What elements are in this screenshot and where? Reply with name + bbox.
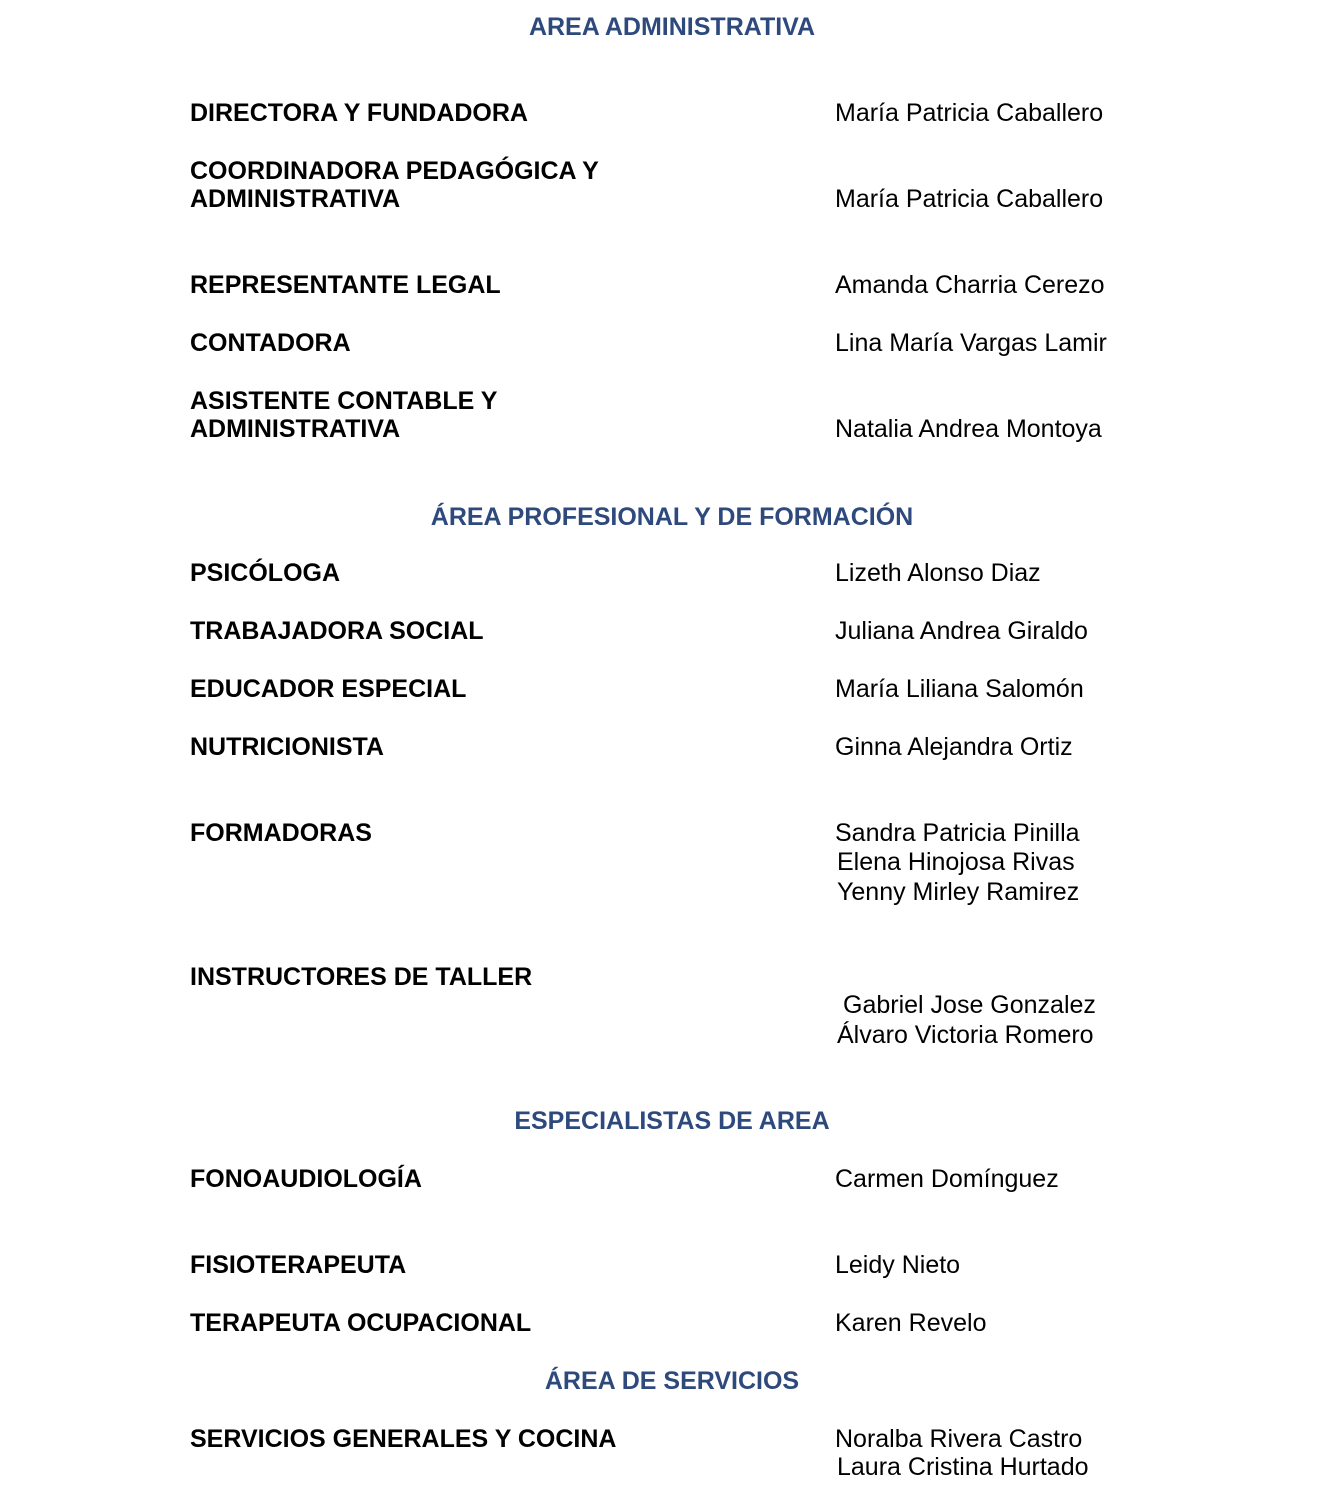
name-formadora-2: Elena Hinojosa Rivas bbox=[837, 848, 1075, 876]
role-psicologa: PSICÓLOGA bbox=[190, 559, 341, 587]
name-coordinadora: María Patricia Caballero bbox=[835, 185, 1104, 213]
role-educador-especial: EDUCADOR ESPECIAL bbox=[190, 675, 467, 703]
name-fonoaudiologia: Carmen Domínguez bbox=[835, 1165, 1059, 1193]
name-servicios-1: Noralba Rivera Castro bbox=[835, 1425, 1083, 1453]
section-heading-servicios: ÁREA DE SERVICIOS bbox=[544, 1367, 800, 1395]
role-formadoras: FORMADORAS bbox=[190, 819, 372, 847]
section-heading-profesional: ÁREA PROFESIONAL Y DE FORMACIÓN bbox=[430, 503, 914, 531]
role-contadora: CONTADORA bbox=[190, 329, 351, 357]
role-instructores-taller: INSTRUCTORES DE TALLER bbox=[190, 963, 533, 991]
role-asistente-line-2: ADMINISTRATIVA bbox=[190, 415, 401, 443]
role-coordinadora-line-1: COORDINADORA PEDAGÓGICA Y bbox=[190, 157, 599, 185]
role-directora: DIRECTORA Y FUNDADORA bbox=[190, 99, 528, 127]
role-coordinadora-line-2: ADMINISTRATIVA bbox=[190, 185, 401, 213]
name-educador-especial: María Liliana Salomón bbox=[835, 675, 1084, 703]
name-instructor-1: Gabriel Jose Gonzalez bbox=[843, 991, 1096, 1019]
name-formadora-1: Sandra Patricia Pinilla bbox=[835, 819, 1080, 847]
name-terapeuta-ocupacional: Karen Revelo bbox=[835, 1309, 987, 1337]
role-representante-legal: REPRESENTANTE LEGAL bbox=[190, 271, 501, 299]
name-psicologa: Lizeth Alonso Diaz bbox=[835, 559, 1041, 587]
name-asistente-contable: Natalia Andrea Montoya bbox=[835, 415, 1102, 443]
role-terapeuta-ocupacional: TERAPEUTA OCUPACIONAL bbox=[190, 1309, 532, 1337]
role-fonoaudiologia: FONOAUDIOLOGÍA bbox=[190, 1165, 422, 1193]
role-servicios-generales: SERVICIOS GENERALES Y COCINA bbox=[190, 1425, 617, 1453]
role-coordinadora bbox=[190, 157, 750, 213]
name-contadora: Lina María Vargas Lamir bbox=[835, 329, 1107, 357]
section-heading-especialistas: ESPECIALISTAS DE AREA bbox=[514, 1107, 830, 1135]
role-fisioterapeuta: FISIOTERAPEUTA bbox=[190, 1251, 407, 1279]
name-representante-legal: Amanda Charria Cerezo bbox=[835, 271, 1105, 299]
role-asistente-contable bbox=[190, 387, 750, 443]
name-fisioterapeuta: Leidy Nieto bbox=[835, 1251, 961, 1279]
name-directora: María Patricia Caballero bbox=[835, 99, 1104, 127]
name-servicios-2: Laura Cristina Hurtado bbox=[837, 1453, 1089, 1481]
role-asistente-line-1: ASISTENTE CONTABLE Y bbox=[190, 387, 498, 415]
name-nutricionista: Ginna Alejandra Ortiz bbox=[835, 733, 1073, 761]
name-trabajadora-social: Juliana Andrea Giraldo bbox=[835, 617, 1088, 645]
name-formadora-3: Yenny Mirley Ramirez bbox=[837, 878, 1080, 906]
name-instructor-2: Álvaro Victoria Romero bbox=[837, 1021, 1094, 1049]
section-heading-administrativa: AREA ADMINISTRATIVA bbox=[528, 13, 816, 41]
role-nutricionista: NUTRICIONISTA bbox=[190, 733, 384, 761]
role-trabajadora-social: TRABAJADORA SOCIAL bbox=[190, 617, 484, 645]
